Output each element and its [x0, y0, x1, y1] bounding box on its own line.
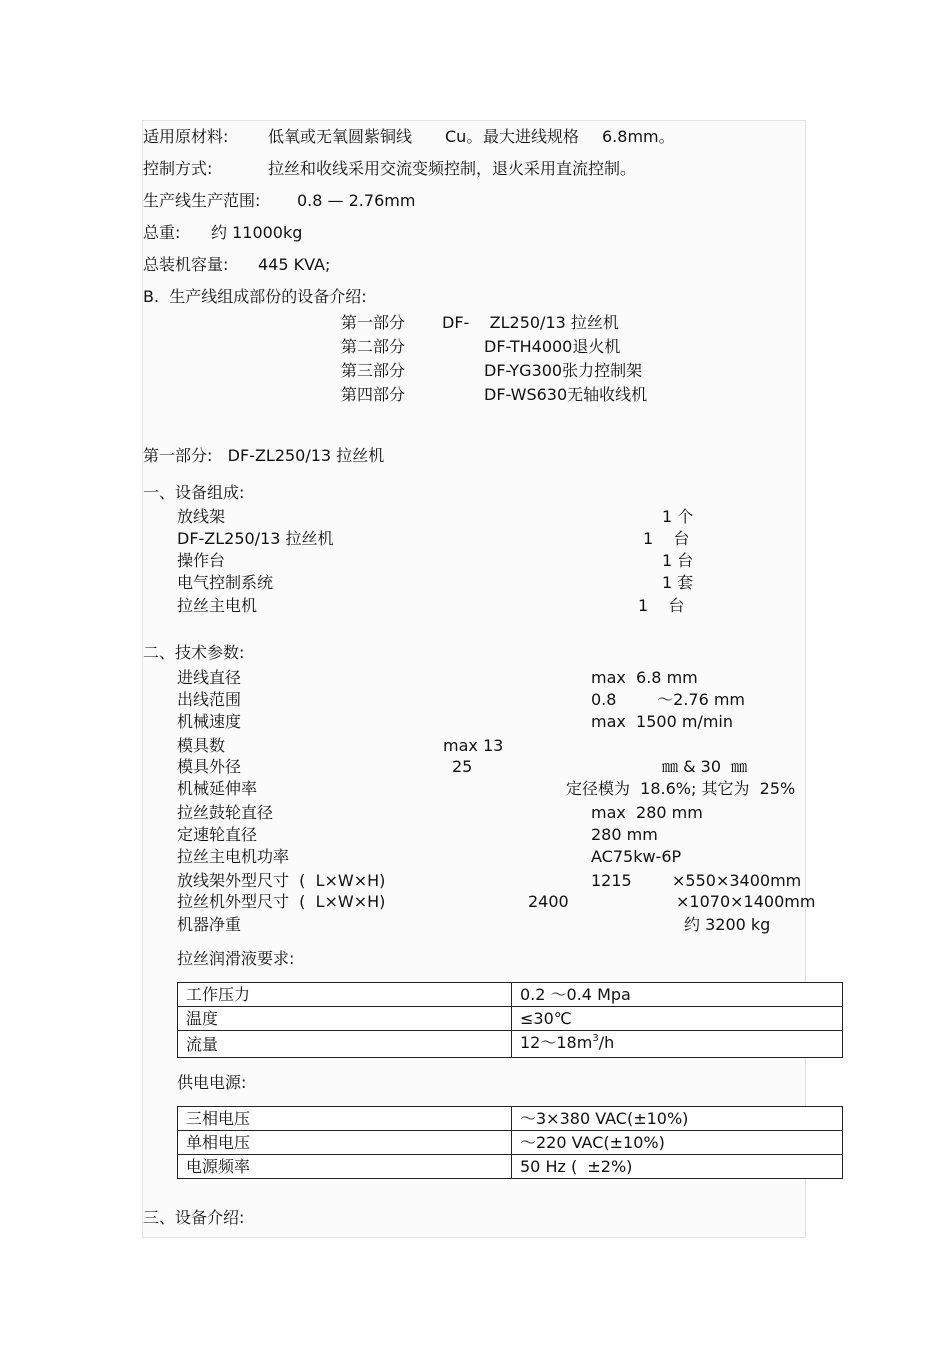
control-value: 拉丝和收线采用交流变频控制，退火采用直流控制。	[268, 159, 637, 178]
material-cu: Cu。	[445, 127, 483, 146]
table-cell: ～3×380 VAC(±10%)	[512, 1107, 843, 1131]
param-name: 进线直径	[177, 668, 242, 687]
table-cell	[512, 1031, 843, 1058]
param-name: 模具外径	[177, 757, 242, 776]
composition-item-name: 放线架	[177, 507, 226, 526]
table-cell: 三相电压	[178, 1107, 512, 1131]
weight-value: 约 11000kg	[211, 223, 303, 242]
composition-item-qty: 1 个	[662, 507, 694, 526]
flow-unit: /h	[598, 1033, 615, 1052]
range-label: 生产线生产范围:	[143, 191, 261, 210]
params-title: 二、技术参数:	[143, 643, 245, 662]
material-label: 适用原材料:	[143, 127, 229, 146]
range-value: 0.8 — 2.76mm	[297, 191, 416, 210]
param-name: 拉丝鼓轮直径	[177, 803, 274, 822]
composition-item-qty: 1 台	[643, 529, 690, 548]
table-cell: ～220 VAC(±10%)	[512, 1131, 843, 1155]
param-value: 1215	[591, 871, 632, 890]
param-value: 2400	[528, 892, 569, 911]
control-label: 控制方式:	[143, 159, 213, 178]
lube-title: 拉丝润滑液要求:	[177, 949, 295, 968]
param-value: 25	[452, 757, 473, 776]
flow-value: 12～18m	[520, 1033, 593, 1052]
table-cell: 工作压力	[178, 983, 512, 1007]
capacity-label: 总装机容量:	[143, 255, 229, 274]
param-value: max 280 mm	[591, 803, 703, 822]
table-cell: 温度	[178, 1007, 512, 1031]
section-b-title: B. 生产线组成部份的设备介绍:	[143, 287, 367, 306]
flow-superscript: 3	[592, 1033, 599, 1044]
table-cell: 单相电压	[178, 1131, 512, 1155]
part-label: 第二部分	[341, 337, 406, 356]
param-name: 出线范围	[177, 690, 242, 709]
param-value-secondary: ×1070×1400mm	[676, 892, 816, 911]
param-name: 机械延伸率	[177, 779, 258, 798]
table-cell: 0.2 ～0.4 Mpa	[512, 983, 843, 1007]
intro-title: 三、设备介绍:	[143, 1208, 245, 1227]
composition-item-name: DF-ZL250/13 拉丝机	[177, 529, 334, 548]
param-name: 定速轮直径	[177, 825, 258, 844]
part-label: 第一部分	[341, 313, 406, 332]
param-name: 机器净重	[177, 915, 242, 934]
material-max-label: 最大进线规格	[483, 127, 580, 146]
weight-label: 总重:	[143, 223, 181, 242]
composition-item-qty: 1 台	[638, 596, 685, 615]
table-cell: 电源频率	[178, 1155, 512, 1179]
table-row	[178, 983, 843, 1007]
param-value: 约 3200 kg	[684, 915, 771, 934]
param-value: max 13	[443, 736, 504, 755]
table-cell: 50 Hz ( ±2%)	[512, 1155, 843, 1179]
param-value-secondary: ㎜ & 30 ㎜	[662, 757, 748, 776]
table-cell: ≤30℃	[512, 1007, 843, 1031]
param-value: 定径模为 18.6%; 其它为 25%	[566, 779, 796, 798]
part-label: 第四部分	[341, 385, 406, 404]
param-value-secondary: ×550×3400mm	[672, 871, 802, 890]
part1-heading: 第一部分: DF-ZL250/13 拉丝机	[143, 446, 385, 465]
composition-item-qty: 1 台	[662, 551, 694, 570]
param-name: 拉丝机外型尺寸 ( L×W×H)	[177, 892, 386, 911]
table-row	[178, 1155, 843, 1179]
part-label: 第三部分	[341, 361, 406, 380]
param-name: 拉丝主电机功率	[177, 847, 290, 866]
param-value: AC75kw-6P	[591, 847, 682, 866]
composition-item-name: 拉丝主电机	[177, 596, 258, 615]
table-cell: 流量	[178, 1031, 512, 1058]
part-model: DF-TH4000退火机	[484, 337, 621, 356]
part-model: DF- ZL250/13 拉丝机	[442, 313, 619, 332]
table-row	[178, 1107, 843, 1131]
table-row	[178, 1007, 843, 1031]
param-value: max 6.8 mm	[591, 668, 698, 687]
power-table	[177, 1106, 843, 1179]
table-row	[178, 1131, 843, 1155]
composition-item-name: 操作台	[177, 551, 226, 570]
table-row	[178, 1031, 843, 1058]
material-value: 低氧或无氧圆紫铜线	[268, 127, 413, 146]
param-name: 模具数	[177, 736, 226, 755]
lube-table	[177, 982, 843, 1058]
param-name: 机械速度	[177, 712, 242, 731]
param-value: 0.8 ～2.76 mm	[591, 690, 746, 709]
param-value: 280 mm	[591, 825, 658, 844]
composition-item-qty: 1 套	[662, 573, 694, 592]
composition-title: 一、设备组成:	[143, 483, 245, 502]
part-model: DF-YG300张力控制架	[484, 361, 643, 380]
param-name: 放线架外型尺寸 ( L×W×H)	[177, 871, 386, 890]
material-max-size: 6.8mm。	[602, 127, 675, 146]
power-title: 供电电源:	[177, 1073, 247, 1092]
param-value: max 1500 m/min	[591, 712, 733, 731]
capacity-value: 445 KVA;	[258, 255, 331, 274]
composition-item-name: 电气控制系统	[177, 573, 274, 592]
part-model: DF-WS630无轴收线机	[484, 385, 648, 404]
